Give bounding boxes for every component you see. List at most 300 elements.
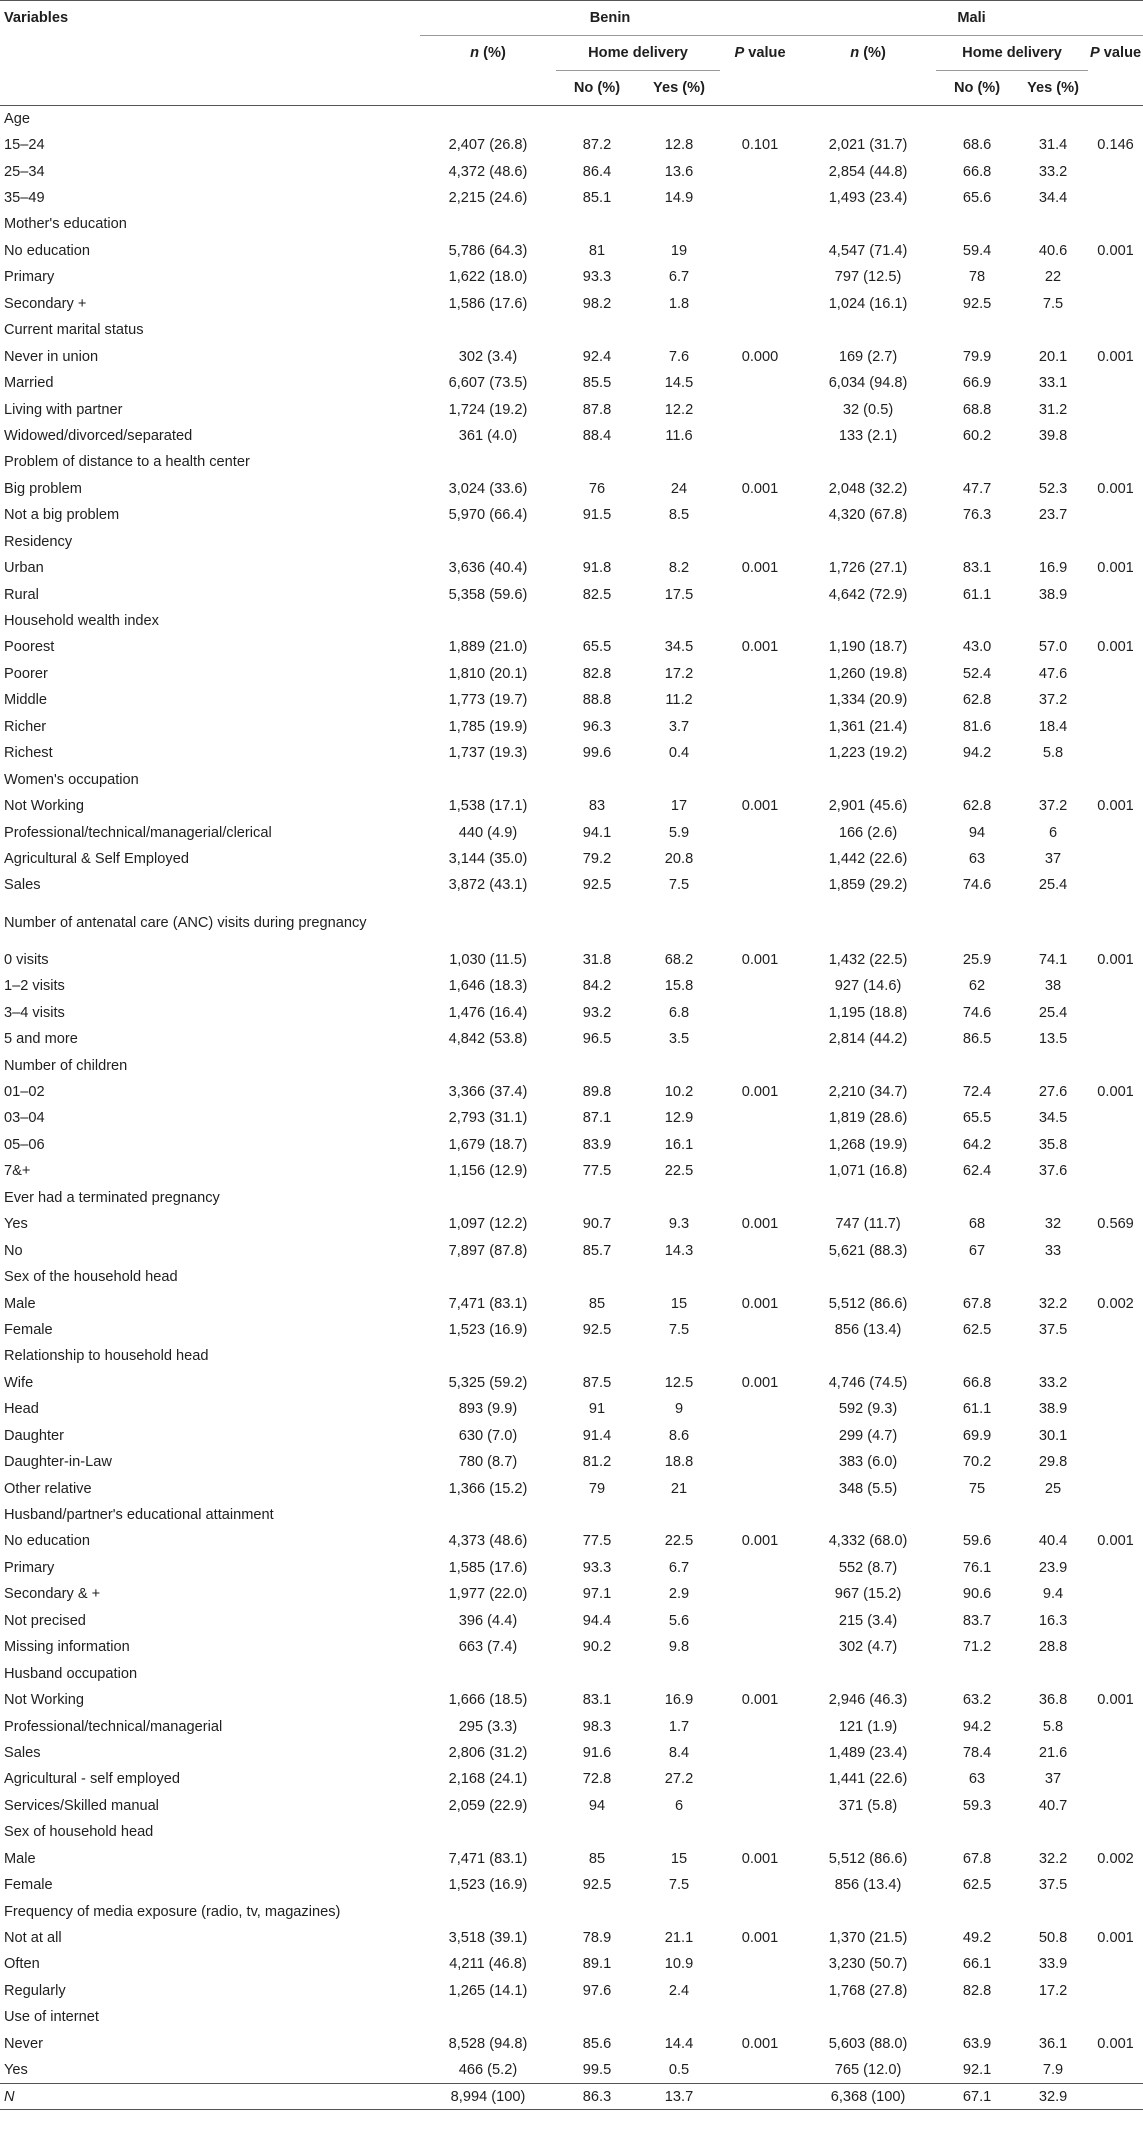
cell-mali-n: 765 (12.0) [834, 2061, 902, 2078]
cell-mali-n: 927 (14.6) [834, 978, 902, 995]
row-label: Richest [4, 745, 53, 762]
cell-benin-no: 72.8 [582, 1771, 612, 1788]
table-row [0, 1740, 1143, 1766]
cell-mali-p: 0.001 [1097, 1930, 1134, 1947]
cell-benin-p: 0.001 [741, 639, 779, 656]
cell-mali-yes: 33.9 [1038, 1956, 1068, 1973]
cell-benin-no: 76 [588, 480, 606, 497]
cell-mali-yes: 37 [1044, 1771, 1062, 1788]
table-row [0, 1608, 1143, 1634]
cell-benin-n: 4,842 (53.8) [448, 1031, 528, 1048]
cell-benin-n: 1,737 (19.3) [448, 745, 528, 762]
table-row [0, 687, 1143, 713]
cell-benin-n: 7,897 (87.8) [448, 1242, 528, 1259]
cell-benin-yes: 7.5 [668, 1877, 690, 1894]
cell-mali-n: 4,320 (67.8) [828, 507, 908, 524]
row-label: Urban [4, 560, 44, 577]
cell-mali-p: 0.001 [1097, 639, 1134, 656]
cell-benin-p [720, 1423, 800, 1449]
category-label: Number of children [4, 1057, 128, 1074]
cell-mali-n: 3,230 (50.7) [828, 1956, 908, 1973]
category-row [0, 899, 1143, 947]
cell-benin-no: 77.5 [582, 1533, 612, 1550]
row-label: Secondary & + [4, 1586, 101, 1603]
cell-mali-yes: 52.3 [1038, 480, 1068, 497]
cell-benin-no: 93.3 [582, 269, 612, 286]
cell-benin-n: 5,970 (66.4) [448, 507, 528, 524]
cell-benin-yes: 10.9 [664, 1956, 694, 1973]
cell-mali-no: 74.6 [962, 877, 992, 894]
table-row [0, 264, 1143, 290]
cell-mali-yes: 31.4 [1038, 137, 1068, 154]
cell-mali-yes: 32.9 [1038, 2088, 1068, 2105]
table-row [0, 2057, 1143, 2083]
cell-mali-p [1088, 1713, 1143, 1739]
cell-benin-no: 82.5 [582, 586, 612, 603]
cell-benin-yes: 14.9 [664, 190, 694, 207]
cell-mali-p [1088, 1951, 1143, 1977]
header-home-delivery-mali: Home delivery [936, 36, 1088, 71]
category-row [0, 529, 1143, 555]
table-row [0, 634, 1143, 660]
row-label: N [4, 2088, 15, 2105]
cell-benin-yes: 12.2 [664, 401, 694, 418]
cell-mali-yes: 5.8 [1042, 745, 1064, 762]
cell-mali-no: 25.9 [962, 951, 992, 968]
cell-mali-n: 1,361 (21.4) [828, 718, 908, 735]
cell-benin-p [720, 1158, 800, 1184]
row-label: Daughter [4, 1427, 65, 1444]
cell-benin-yes: 11.2 [665, 692, 693, 709]
table-row [0, 947, 1143, 973]
cell-benin-n: 2,059 (22.9) [448, 1797, 528, 1814]
cell-benin-no: 88.4 [582, 427, 612, 444]
row-label: Not Working [4, 1692, 85, 1709]
cell-mali-no: 66.1 [962, 1956, 992, 1973]
cell-mali-yes: 34.4 [1038, 190, 1068, 207]
table-row [0, 185, 1143, 211]
cell-mali-no: 71.2 [962, 1639, 992, 1656]
table-row [0, 973, 1143, 999]
cell-mali-n: 1,493 (23.4) [828, 190, 908, 207]
cell-mali-yes: 37 [1044, 850, 1062, 867]
cell-benin-p [720, 1237, 800, 1263]
cell-benin-n: 1,523 (16.9) [448, 1877, 528, 1894]
cell-benin-n: 1,097 (12.2) [448, 1216, 528, 1233]
category-label: Husband/partner's educational attainment [4, 1507, 274, 1524]
cell-mali-p [1088, 423, 1143, 449]
row-label: Female [4, 1877, 53, 1894]
cell-mali-yes: 13.5 [1038, 1031, 1068, 1048]
cell-mali-no: 66.8 [962, 163, 992, 180]
cell-mali-n: 1,190 (18.7) [828, 639, 908, 656]
cell-mali-no: 76.1 [962, 1559, 992, 1576]
cell-benin-no: 89.1 [582, 1956, 612, 1973]
cell-benin-p [720, 740, 800, 766]
row-label: Widowed/divorced/separated [4, 427, 193, 444]
cell-mali-p [1088, 291, 1143, 317]
cell-mali-p [1088, 819, 1143, 845]
category-row [0, 1898, 1143, 1924]
row-label: Poorer [4, 665, 48, 682]
header-home-delivery-benin: Home delivery [556, 36, 720, 71]
cell-mali-yes: 37.2 [1038, 798, 1068, 815]
category-row [0, 766, 1143, 792]
cell-benin-p [720, 1581, 800, 1607]
cell-benin-p [720, 1634, 800, 1660]
cell-mali-p [1088, 1423, 1143, 1449]
cell-mali-p [1088, 396, 1143, 422]
cell-mali-p [1088, 1449, 1143, 1475]
cell-mali-n: 1,024 (16.1) [828, 295, 908, 312]
cell-mali-p [1088, 973, 1143, 999]
cell-mali-yes: 22 [1044, 269, 1062, 286]
cell-mali-p [1088, 846, 1143, 872]
cell-mali-n: 6,368 (100) [830, 2088, 906, 2105]
cell-mali-p: 0.001 [1097, 1692, 1134, 1709]
category-row [0, 211, 1143, 237]
cell-benin-no: 85.1 [582, 190, 612, 207]
cell-mali-n: 6,034 (94.8) [828, 375, 908, 392]
row-label: 03–04 [4, 1110, 45, 1127]
cell-benin-n: 1,538 (17.1) [448, 798, 528, 815]
table-row [0, 1872, 1143, 1898]
cell-mali-no: 92.5 [962, 295, 992, 312]
cell-mali-yes: 38 [1044, 978, 1062, 995]
cell-mali-p: 0.001 [1097, 951, 1134, 968]
cell-benin-yes: 15 [670, 1850, 688, 1867]
cell-benin-no: 78.9 [582, 1930, 612, 1947]
cell-benin-n: 4,372 (48.6) [448, 163, 528, 180]
cell-benin-n: 1,030 (11.5) [449, 951, 527, 968]
cell-benin-n: 1,724 (19.2) [448, 401, 528, 418]
table-row [0, 1846, 1143, 1872]
cell-mali-n: 1,334 (20.9) [828, 692, 908, 709]
cell-benin-p [720, 1132, 800, 1158]
cell-benin-yes: 8.2 [668, 560, 690, 577]
cell-mali-n: 552 (8.7) [838, 1559, 898, 1576]
cell-benin-p: 0.001 [741, 1850, 779, 1867]
cell-benin-n: 5,325 (59.2) [448, 1374, 528, 1391]
cell-mali-p [1088, 1317, 1143, 1343]
cell-mali-n: 2,946 (46.3) [828, 1692, 908, 1709]
cell-benin-no: 93.3 [582, 1559, 612, 1576]
cell-benin-p [720, 1396, 800, 1422]
table-row [0, 423, 1143, 449]
row-label: Rural [4, 586, 39, 603]
cell-benin-n: 440 (4.9) [458, 824, 518, 841]
cell-mali-p: 0.001 [1097, 560, 1134, 577]
cell-benin-yes: 15 [670, 1295, 688, 1312]
cell-benin-yes: 6 [674, 1797, 684, 1814]
cell-benin-n: 466 (5.2) [458, 2061, 518, 2078]
cell-benin-yes: 6.7 [668, 1559, 690, 1576]
table-row [0, 238, 1143, 264]
cell-benin-yes: 3.5 [668, 1031, 690, 1048]
cell-mali-no: 86.5 [962, 1031, 992, 1048]
cell-benin-yes: 9 [674, 1401, 684, 1418]
cell-mali-no: 52.4 [962, 665, 992, 682]
table-row [0, 1079, 1143, 1105]
cell-mali-yes: 36.1 [1038, 2035, 1068, 2052]
cell-mali-n: 1,489 (23.4) [828, 1744, 908, 1761]
table-row [0, 1026, 1143, 1052]
cell-benin-p [720, 1872, 800, 1898]
table-row [0, 396, 1143, 422]
cell-mali-no: 66.8 [962, 1374, 992, 1391]
table-row [0, 714, 1143, 740]
cell-benin-yes: 7.6 [668, 348, 690, 365]
row-label: Professional/technical/managerial/clerical [4, 824, 272, 841]
category-row [0, 449, 1143, 475]
table-row [0, 1423, 1143, 1449]
cell-mali-p: 0.001 [1097, 348, 1134, 365]
table-row [0, 1793, 1143, 1819]
cell-mali-no: 90.6 [962, 1586, 992, 1603]
cell-benin-n: 1,666 (18.5) [448, 1692, 528, 1709]
cell-benin-yes: 12.9 [664, 1110, 694, 1127]
cell-benin-p: 0.001 [741, 560, 779, 577]
cell-benin-n: 302 (3.4) [458, 348, 518, 365]
cell-mali-yes: 6 [1048, 824, 1058, 841]
category-row [0, 1502, 1143, 1528]
cell-benin-yes: 20.8 [664, 850, 694, 867]
category-row [0, 1819, 1143, 1845]
cell-benin-yes: 17 [670, 798, 688, 815]
cell-mali-yes: 33.2 [1038, 163, 1068, 180]
cell-benin-yes: 17.2 [664, 665, 694, 682]
cell-benin-p [720, 1713, 800, 1739]
cell-benin-no: 86.3 [582, 2088, 612, 2105]
cell-benin-p [720, 714, 800, 740]
cell-mali-n: 797 (12.5) [834, 269, 902, 286]
cell-mali-p [1088, 581, 1143, 607]
cell-benin-no: 94.4 [582, 1612, 612, 1629]
row-label: Primary [4, 269, 55, 286]
cell-mali-no: 78.4 [962, 1744, 992, 1761]
cell-mali-n: 1,432 (22.5) [828, 951, 908, 968]
cell-mali-p [1088, 714, 1143, 740]
row-label: 25–34 [4, 163, 45, 180]
cell-benin-no: 85.6 [582, 2035, 612, 2052]
category-label: Sex of the household head [4, 1269, 178, 1286]
cell-mali-no: 82.8 [962, 1982, 992, 1999]
cell-mali-yes: 37.5 [1038, 1321, 1068, 1338]
cell-benin-n: 780 (8.7) [458, 1454, 518, 1471]
cell-benin-p [720, 2057, 800, 2083]
cell-benin-no: 99.5 [582, 2061, 612, 2078]
cell-benin-yes: 0.4 [668, 745, 690, 762]
category-label: Problem of distance to a health center [4, 454, 250, 471]
cell-mali-n: 856 (13.4) [834, 1877, 902, 1894]
cell-benin-no: 87.2 [582, 137, 612, 154]
cell-mali-n: 1,726 (27.1) [828, 560, 908, 577]
cell-mali-p [1088, 1475, 1143, 1501]
cell-benin-p [720, 423, 800, 449]
cell-mali-no: 79.9 [962, 348, 992, 365]
cell-mali-no: 65.5 [962, 1110, 992, 1127]
row-label: No [4, 1242, 23, 1259]
category-row [0, 2004, 1143, 2030]
cell-mali-yes: 25 [1044, 1480, 1062, 1497]
cell-benin-yes: 19 [670, 242, 688, 259]
header-mali: Mali [800, 1, 1143, 36]
cell-benin-no: 83 [588, 798, 606, 815]
cell-mali-yes: 25.4 [1038, 1004, 1068, 1021]
cell-benin-yes: 11.6 [665, 427, 693, 444]
row-label: No education [4, 1533, 91, 1550]
cell-benin-n: 893 (9.9) [458, 1401, 518, 1418]
cell-mali-yes: 31.2 [1038, 401, 1068, 418]
cell-mali-no: 70.2 [962, 1454, 992, 1471]
cell-mali-no: 66.9 [962, 375, 992, 392]
cell-benin-yes: 34.5 [664, 639, 694, 656]
cell-mali-p [1088, 872, 1143, 898]
cell-benin-yes: 2.4 [668, 1982, 690, 1999]
cell-benin-n: 1,476 (16.4) [448, 1004, 528, 1021]
cell-mali-no: 68.8 [962, 401, 992, 418]
cell-mali-yes: 16.3 [1038, 1612, 1068, 1629]
table-row [0, 1475, 1143, 1501]
row-label: 5 and more [4, 1031, 78, 1048]
cell-benin-yes: 21.1 [664, 1930, 694, 1947]
cell-benin-no: 31.8 [582, 951, 612, 968]
cell-mali-yes: 37.5 [1038, 1877, 1068, 1894]
table-row [0, 1237, 1143, 1263]
cell-benin-yes: 6.7 [668, 269, 690, 286]
cell-benin-no: 92.5 [582, 877, 612, 894]
cell-benin-yes: 15.8 [664, 978, 694, 995]
table-row [0, 1528, 1143, 1554]
cell-mali-no: 61.1 [962, 1401, 992, 1418]
cell-mali-p [1088, 1000, 1143, 1026]
cell-mali-n: 2,854 (44.8) [828, 163, 908, 180]
cell-benin-p: 0.001 [741, 1084, 779, 1101]
cell-mali-no: 72.4 [962, 1084, 992, 1101]
cell-benin-n: 2,407 (26.8) [448, 137, 528, 154]
cell-benin-n: 4,211 (46.8) [449, 1956, 527, 1973]
cell-benin-yes: 9.3 [668, 1216, 690, 1233]
cell-benin-p [720, 1740, 800, 1766]
cell-benin-p [720, 661, 800, 687]
header-yes-mali: Yes (%) [1027, 80, 1079, 96]
category-row [0, 1343, 1143, 1369]
cell-benin-n: 3,872 (43.1) [448, 877, 528, 894]
cell-mali-n: 747 (11.7) [835, 1216, 901, 1233]
cell-benin-no: 96.3 [582, 718, 612, 735]
cell-benin-n: 1,679 (18.7) [448, 1136, 528, 1153]
row-label: Agricultural - self employed [4, 1771, 181, 1788]
cell-mali-yes: 74.1 [1038, 951, 1068, 968]
row-label: Male [4, 1850, 36, 1867]
cell-benin-n: 8,528 (94.8) [448, 2035, 528, 2052]
cell-benin-no: 90.2 [582, 1639, 612, 1656]
cell-benin-n: 1,156 (12.9) [448, 1163, 528, 1180]
row-label: Missing information [4, 1639, 130, 1656]
header-n-pct-benin: n (%) [470, 45, 506, 62]
cell-benin-yes: 18.8 [664, 1454, 694, 1471]
category-label: Current marital status [4, 322, 144, 339]
cell-benin-no: 91.4 [582, 1427, 612, 1444]
cell-benin-yes: 2.9 [668, 1586, 690, 1603]
table-row [0, 2031, 1143, 2057]
cell-benin-yes: 12.5 [664, 1374, 694, 1391]
cell-mali-p [1088, 1158, 1143, 1184]
table-row [0, 343, 1143, 369]
cell-benin-p [720, 872, 800, 898]
row-label: Other relative [4, 1480, 92, 1497]
cell-mali-p [1088, 1608, 1143, 1634]
cell-mali-p [1088, 1793, 1143, 1819]
cell-benin-p: 0.001 [741, 480, 779, 497]
cell-mali-n: 1,260 (19.8) [828, 665, 908, 682]
row-label: 05–06 [4, 1136, 45, 1153]
cell-mali-no: 63.2 [962, 1692, 992, 1709]
cell-benin-p: 0.001 [741, 798, 779, 815]
cell-mali-yes: 28.8 [1038, 1639, 1068, 1656]
cell-benin-p [720, 502, 800, 528]
cell-mali-n: 166 (2.6) [838, 824, 898, 841]
cell-benin-yes: 27.2 [664, 1771, 694, 1788]
cell-benin-n: 1,889 (21.0) [448, 639, 528, 656]
category-label: Mother's education [4, 216, 127, 233]
cell-benin-yes: 12.8 [664, 137, 694, 154]
table-row [0, 1290, 1143, 1316]
cell-benin-p [720, 1000, 800, 1026]
cell-benin-no: 90.7 [582, 1216, 612, 1233]
table-row [0, 846, 1143, 872]
cell-mali-no: 76.3 [962, 507, 992, 524]
cell-mali-p [1088, 2083, 1143, 2109]
cell-benin-yes: 1.8 [668, 295, 690, 312]
cell-benin-yes: 16.9 [664, 1692, 694, 1709]
cell-mali-p [1088, 1740, 1143, 1766]
cell-benin-n: 1,810 (20.1) [448, 665, 528, 682]
cell-benin-n: 1,785 (19.9) [448, 718, 528, 735]
cell-mali-p: 0.002 [1097, 1295, 1134, 1312]
cell-benin-p: 0.000 [741, 348, 779, 365]
cell-benin-yes: 1.7 [668, 1718, 690, 1735]
cell-mali-n: 1,071 (16.8) [828, 1163, 908, 1180]
row-label: Not at all [4, 1930, 62, 1947]
table-row [0, 1317, 1143, 1343]
cell-mali-n: 1,859 (29.2) [828, 877, 908, 894]
category-row [0, 1660, 1143, 1686]
cell-benin-p [720, 581, 800, 607]
cell-mali-yes: 25.4 [1038, 877, 1068, 894]
row-label: Never in union [4, 348, 99, 365]
cell-benin-no: 97.6 [582, 1982, 612, 1999]
cell-mali-p [1088, 1555, 1143, 1581]
cell-benin-p: 0.001 [741, 1374, 779, 1391]
cell-mali-yes: 33 [1044, 1242, 1062, 1259]
cell-benin-p [720, 396, 800, 422]
cell-mali-p [1088, 502, 1143, 528]
cell-mali-n: 299 (4.7) [838, 1427, 898, 1444]
cell-mali-p: 0.146 [1097, 137, 1134, 154]
table-row [0, 1951, 1143, 1977]
cell-benin-no: 85.5 [582, 375, 612, 392]
row-label: 15–24 [4, 137, 45, 154]
cell-mali-yes: 35.8 [1038, 1136, 1068, 1153]
category-label: Husband occupation [4, 1665, 138, 1682]
cell-benin-p: 0.001 [741, 951, 779, 968]
cell-mali-no: 68.6 [962, 137, 992, 154]
cell-mali-no: 94 [968, 824, 986, 841]
cell-mali-p [1088, 661, 1143, 687]
cell-mali-n: 5,603 (88.0) [828, 2035, 908, 2052]
cell-benin-n: 1,646 (18.3) [448, 978, 528, 995]
